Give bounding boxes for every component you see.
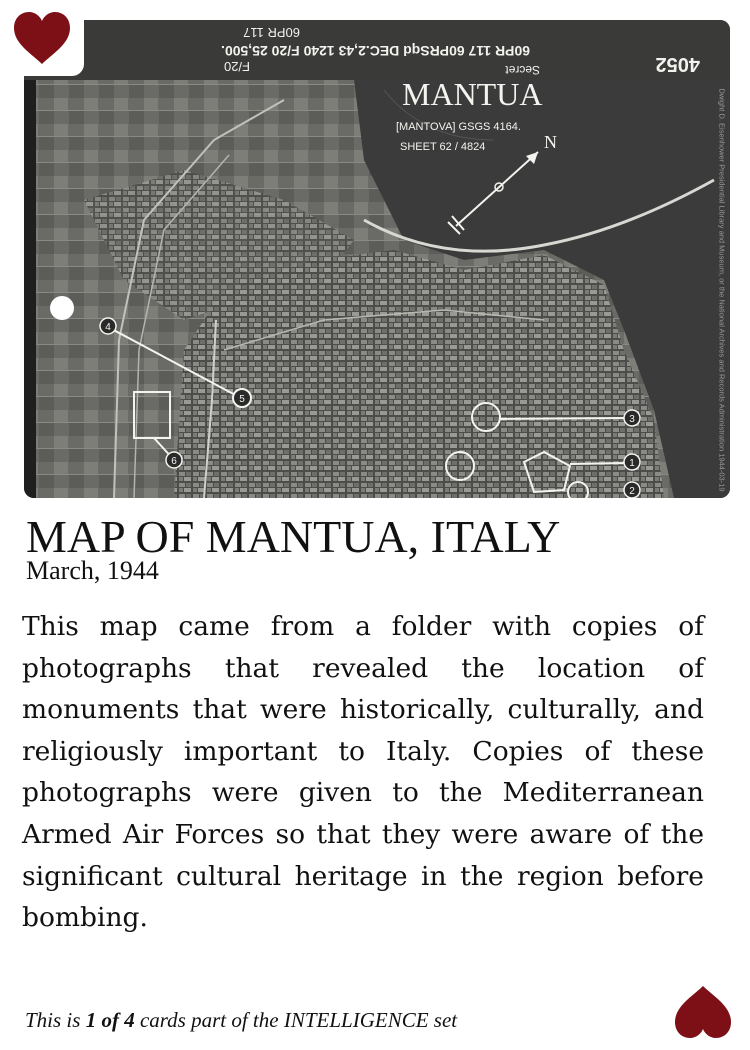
header-fl: F/20 <box>223 59 250 74</box>
marker-3: 3 <box>629 414 635 425</box>
compass-label: N <box>544 132 557 152</box>
marker-1: 1 <box>629 458 635 469</box>
photo-credit: Dwight D. Eisenhower Presidential Library and Museum, or the National Archives and Records Administration 1944-03-19 <box>717 88 727 492</box>
set-name: INTELLIGENCE <box>283 1008 429 1032</box>
aerial-photograph <box>24 20 730 498</box>
corner-suit <box>0 0 84 76</box>
photo-header-line-2: 60PR 117 <box>243 25 300 40</box>
marker-5: 5 <box>239 394 245 405</box>
card-title: MAP OF MANTUA, ITALY <box>26 511 561 562</box>
heart-icon <box>673 984 733 1040</box>
photo-header-line: 60PR 117 60PRSqd DEC.2,43 1240 F/20 25,500. <box>221 43 530 59</box>
secret-label: Secret <box>505 63 540 77</box>
annotation-title: MANTUA <box>402 76 543 112</box>
annotation-ref: [MANTOVA] GSGS 4164. <box>396 121 521 133</box>
marker-6: 6 <box>171 456 177 467</box>
marker-4: 4 <box>105 322 111 333</box>
bottom-suit <box>673 984 733 1044</box>
annotation-sheet: SHEET 62 / 4824 <box>400 141 486 153</box>
heart-icon <box>12 10 72 66</box>
card-date: March, 1944 <box>26 556 159 585</box>
marker-2: 2 <box>629 486 635 497</box>
card-description: This map came from a folder with copies of photographs that revealed the location of monuments that were historically, culturally, and religiously important to Italy. Copies of these photographs were given to the Mediterranean Armed Air Forces so that they were aware of the significant cultural heritage in the region before bombing. <box>22 611 704 934</box>
card-footer: This is 1 of 4 cards part of the INTELLIGENCE set <box>25 1008 458 1032</box>
frame-number: 4052 <box>655 53 700 75</box>
card-count: 1 of 4 <box>85 1008 135 1032</box>
